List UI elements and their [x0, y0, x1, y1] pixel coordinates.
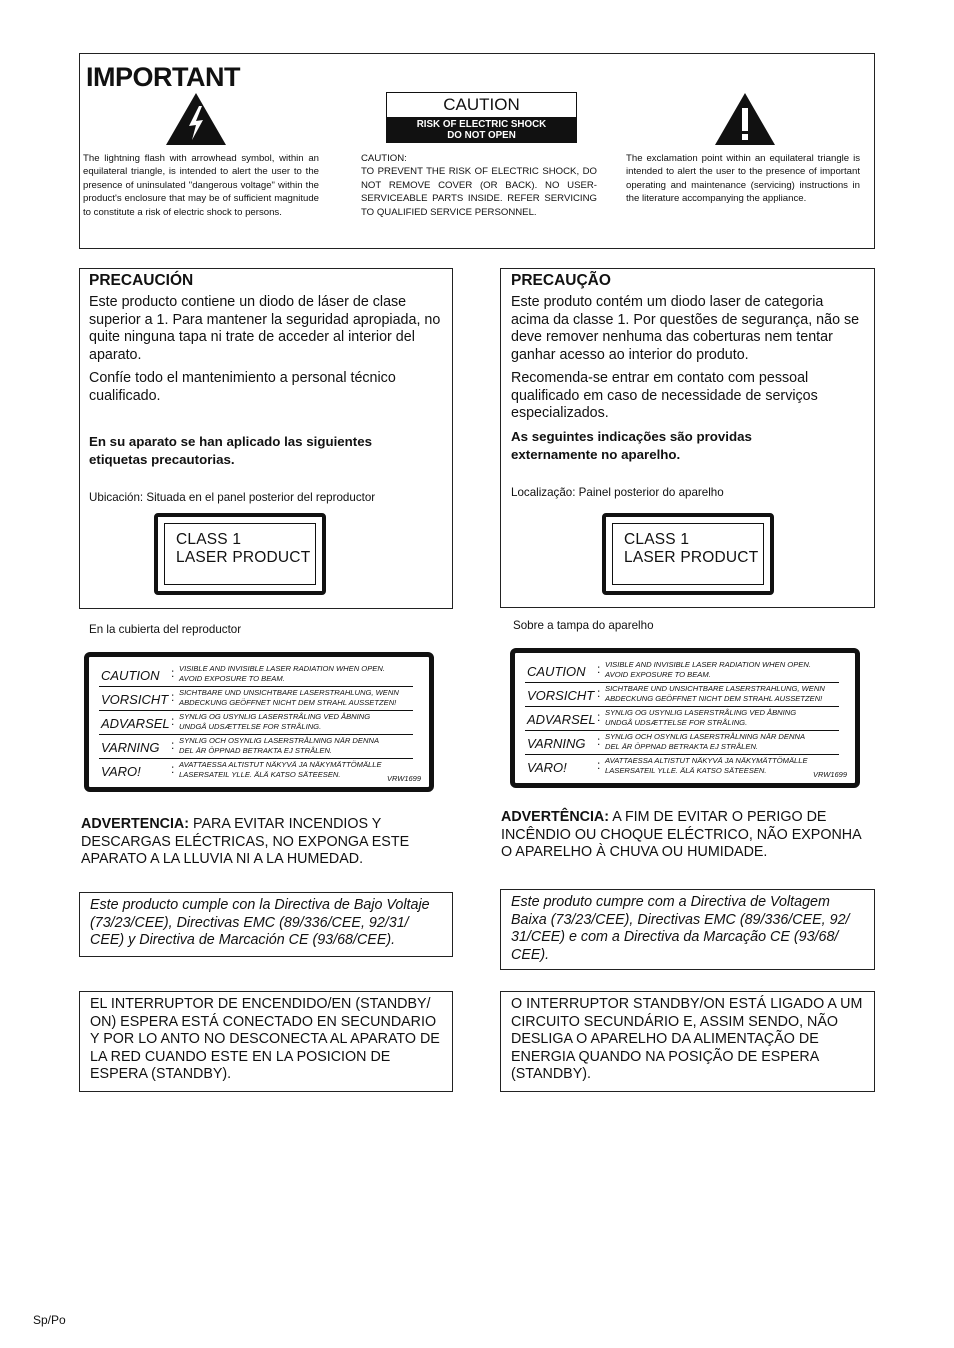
standby-box-po: O INTERRUPTOR STANDBY/ON ESTÁ LIGADO A UM CIRCUITO SECUNDÁRIO E, ASSIM SENDO, NÃO DESLIGA O APARELHO DA ALIMENTAÇÃO DE ENERGIA QUANDO NA POSIÇÃO DE ESPERA (STANDBY).: [500, 991, 875, 1092]
important-title: IMPORTANT: [86, 62, 240, 92]
precaucion-bold: En su aparato se han aplicado las siguientes etiquetas precautorias.: [89, 434, 373, 467]
advertencia-label: ADVERTENCIA:: [81, 816, 190, 832]
class1-line2-po: LASER PRODUCT: [624, 549, 759, 566]
exclamation-explanation: The exclamation point within an equilateral triangle is intended to alert the user to the presence of important operating and maintenance (servicing) instructions in the literature accompanying the appliance.: [626, 153, 860, 205]
exclamation-warning-icon: [714, 92, 776, 146]
directive-box-es: Este producto cumple con la Directiva de Bajo Voltaje (73/23/CEE), Directivas EMC (89/336/CEE, 92/31/ CEE) y Directiva de Marcación CE (93/68/CEE).: [79, 892, 453, 957]
class1-laser-text-po: [624, 531, 758, 567]
caution-label-line2: DO NOT OPEN: [447, 130, 516, 141]
label-code-po: VRW1699: [812, 770, 847, 779]
class1-laser-text: [176, 531, 310, 567]
cover-location: En la cubierta del reproductor: [89, 623, 242, 636]
laser-warning-label-es: [84, 652, 434, 792]
caution-text-heading: CAUTION:: [361, 153, 407, 164]
precaucion-para1: Este producto contiene un diodo de láser de clase superior a 1. Para mantener la seguridad apropiada, no quite ninguna tapa ni trate de acceder al interior del aparato.: [89, 294, 441, 363]
advertencia-label-po: ADVERTÊNCIA:: [501, 809, 610, 825]
advertencia-es: [81, 816, 431, 869]
warning-row: VORSICHT : SICHTBARE UND UNSICHTBARE LASERSTRAHLUNG, WENN ABDECKUNG GEÖFFNET NICHT DEM STRAHL AUSSETZEN!: [525, 682, 839, 707]
warning-row: CAUTION : VISIBLE AND INVISIBLE LASER RADIATION WHEN OPEN. AVOID EXPOSURE TO BEAM.: [525, 658, 839, 683]
cover-location-po: Sobre a tampa do aparelho: [513, 619, 654, 632]
directive-box-po: Este produto cumpre com a Directiva de Voltagem Baixa (73/23/CEE), Directivas EMC (89/336/CEE, 92/ 31/CEE) e com a Directiva da Marcação CE (93/68/ CEE).: [500, 889, 875, 970]
class1-laser-label-po: [602, 513, 774, 595]
caution-label-title: CAUTION: [443, 95, 520, 114]
standby-box-es: EL INTERRUPTOR DE ENCENDIDO/EN (STANDBY/ ON) ESPERA ESTÁ CONECTADO EN SECUNDARIO Y POR LO ANTO NO DESCONECTA AL APARATO DE LA RED CUANDO ESTE EN LA POSICION DE ESPERA (STANDBY).: [79, 991, 453, 1092]
caution-text: [361, 152, 597, 219]
advertencia-po: [501, 809, 866, 862]
precaucion-location: Ubicación: Situada en el panel posterior del reproductor: [89, 491, 376, 504]
laser-warning-label-po: [510, 648, 860, 788]
caution-label-subtitle: [387, 117, 576, 142]
warning-row: CAUTION : VISIBLE AND INVISIBLE LASER RADIATION WHEN OPEN. AVOID EXPOSURE TO BEAM.: [99, 662, 413, 687]
precaucao-para1: Este produto contém um diodo laser de categoria acima da classe 1. Por questões de segurança, não se deve remover nenhuma das coberturas nem tentar ganhar acesso ao interior do produto.: [511, 294, 860, 363]
class1-line2: LASER PRODUCT: [176, 549, 311, 566]
class1-line1-po: CLASS 1: [624, 531, 690, 548]
precaucao-para2: Recomenda-se entrar em contato com pessoal qualificado em caso de necessidade de serviços especializados.: [511, 370, 818, 422]
label-code: VRW1699: [386, 774, 421, 783]
class1-line1: CLASS 1: [176, 531, 242, 548]
precaucao-heading: PRECAUÇÃO: [511, 272, 611, 289]
lightning-explanation: The lightning flash with arrowhead symbol, within an equilateral triangle, is intended to alert the user to the presence of uninsulated "dangerous voltage" within the product's enclosure that may be of sufficient magnitude to constitute a risk of electric shock to persons.: [83, 153, 319, 218]
warning-row: VORSICHT : SICHTBARE UND UNSICHTBARE LASERSTRAHLUNG, WENN ABDECKUNG GEÖFFNET NICHT DEM STRAHL AUSSETZEN!: [99, 686, 413, 711]
warning-row: ADVARSEL : SYNLIG OG USYNLIG LASERSTRÅLING VED ÅBNING UNDGÅ UDSÆTTELSE FOR STRÅLING.: [99, 710, 413, 735]
caution-label-line1: RISK OF ELECTRIC SHOCK: [416, 119, 547, 130]
precaucion-para2: Confíe todo el mantenimiento a personal técnico cualificado.: [89, 370, 396, 404]
caution-text-body: TO PREVENT THE RISK OF ELECTRIC SHOCK, DO NOT REMOVE COVER (OR BACK). NO USER-SERVICEABLE PARTS INSIDE. REFER SERVICING TO QUALIFIED SERVICE PERSONNEL.: [361, 166, 597, 218]
warning-row: VARO! : AVATTAESSA ALTISTUT NÄKYVÄ JA NÄKYMÄTTÖMÄLLE LASERSATEIL YLLE. ÄLÄ KATSO SÄTEESEN.: [527, 756, 808, 775]
warning-row: VARNING : SYNLIG OCH OSYNLIG LASERSTRÅLNING NÄR DENNA DEL ÄR ÖPPNAD BETRAKTA EJ STRÅLEN.: [99, 734, 413, 759]
warning-row: ADVARSEL : SYNLIG OG USYNLIG LASERSTRÅLING VED ÅBNING UNDGÅ UDSÆTTELSE FOR STRÅLING.: [525, 706, 839, 731]
precaucion-heading: PRECAUCIÓN: [89, 272, 194, 289]
lightning-warning-icon: [165, 92, 227, 146]
advertencia-text: PARA EVITAR INCENDIOS Y DESCARGAS ELÉCTRICAS, NO EXPONGA ESTE APARATO A LA LLUVIA NI A LA HUMEDAD.: [81, 816, 410, 868]
warning-row: VARNING : SYNLIG OCH OSYNLIG LASERSTRÅLNING NÄR DENNA DEL ÄR ÖPPNAD BETRAKTA EJ STRÅLEN.: [525, 730, 839, 755]
class1-laser-label: [154, 513, 326, 595]
page-footer: Sp/Po: [33, 1313, 66, 1327]
warning-row: VARO! : AVATTAESSA ALTISTUT NÄKYVÄ JA NÄKYMÄTTÖMÄLLE LASERSATEIL YLLE. ÄLÄ KATSO SÄTEESEN.: [101, 760, 382, 779]
advertencia-text-po: A FIM DE EVITAR O PERIGO DE INCÊNDIO OU CHOQUE ELÉCTRICO, NÃO EXPONHA O APARELHO À CHUVA OU HUMIDADE.: [501, 809, 861, 861]
precaucao-bold: As seguintes indicações são providas externamente no aparelho.: [511, 429, 752, 462]
precaucao-location: Localização: Painel posterior do aparelho: [511, 486, 724, 499]
caution-shock-label: [386, 92, 577, 143]
